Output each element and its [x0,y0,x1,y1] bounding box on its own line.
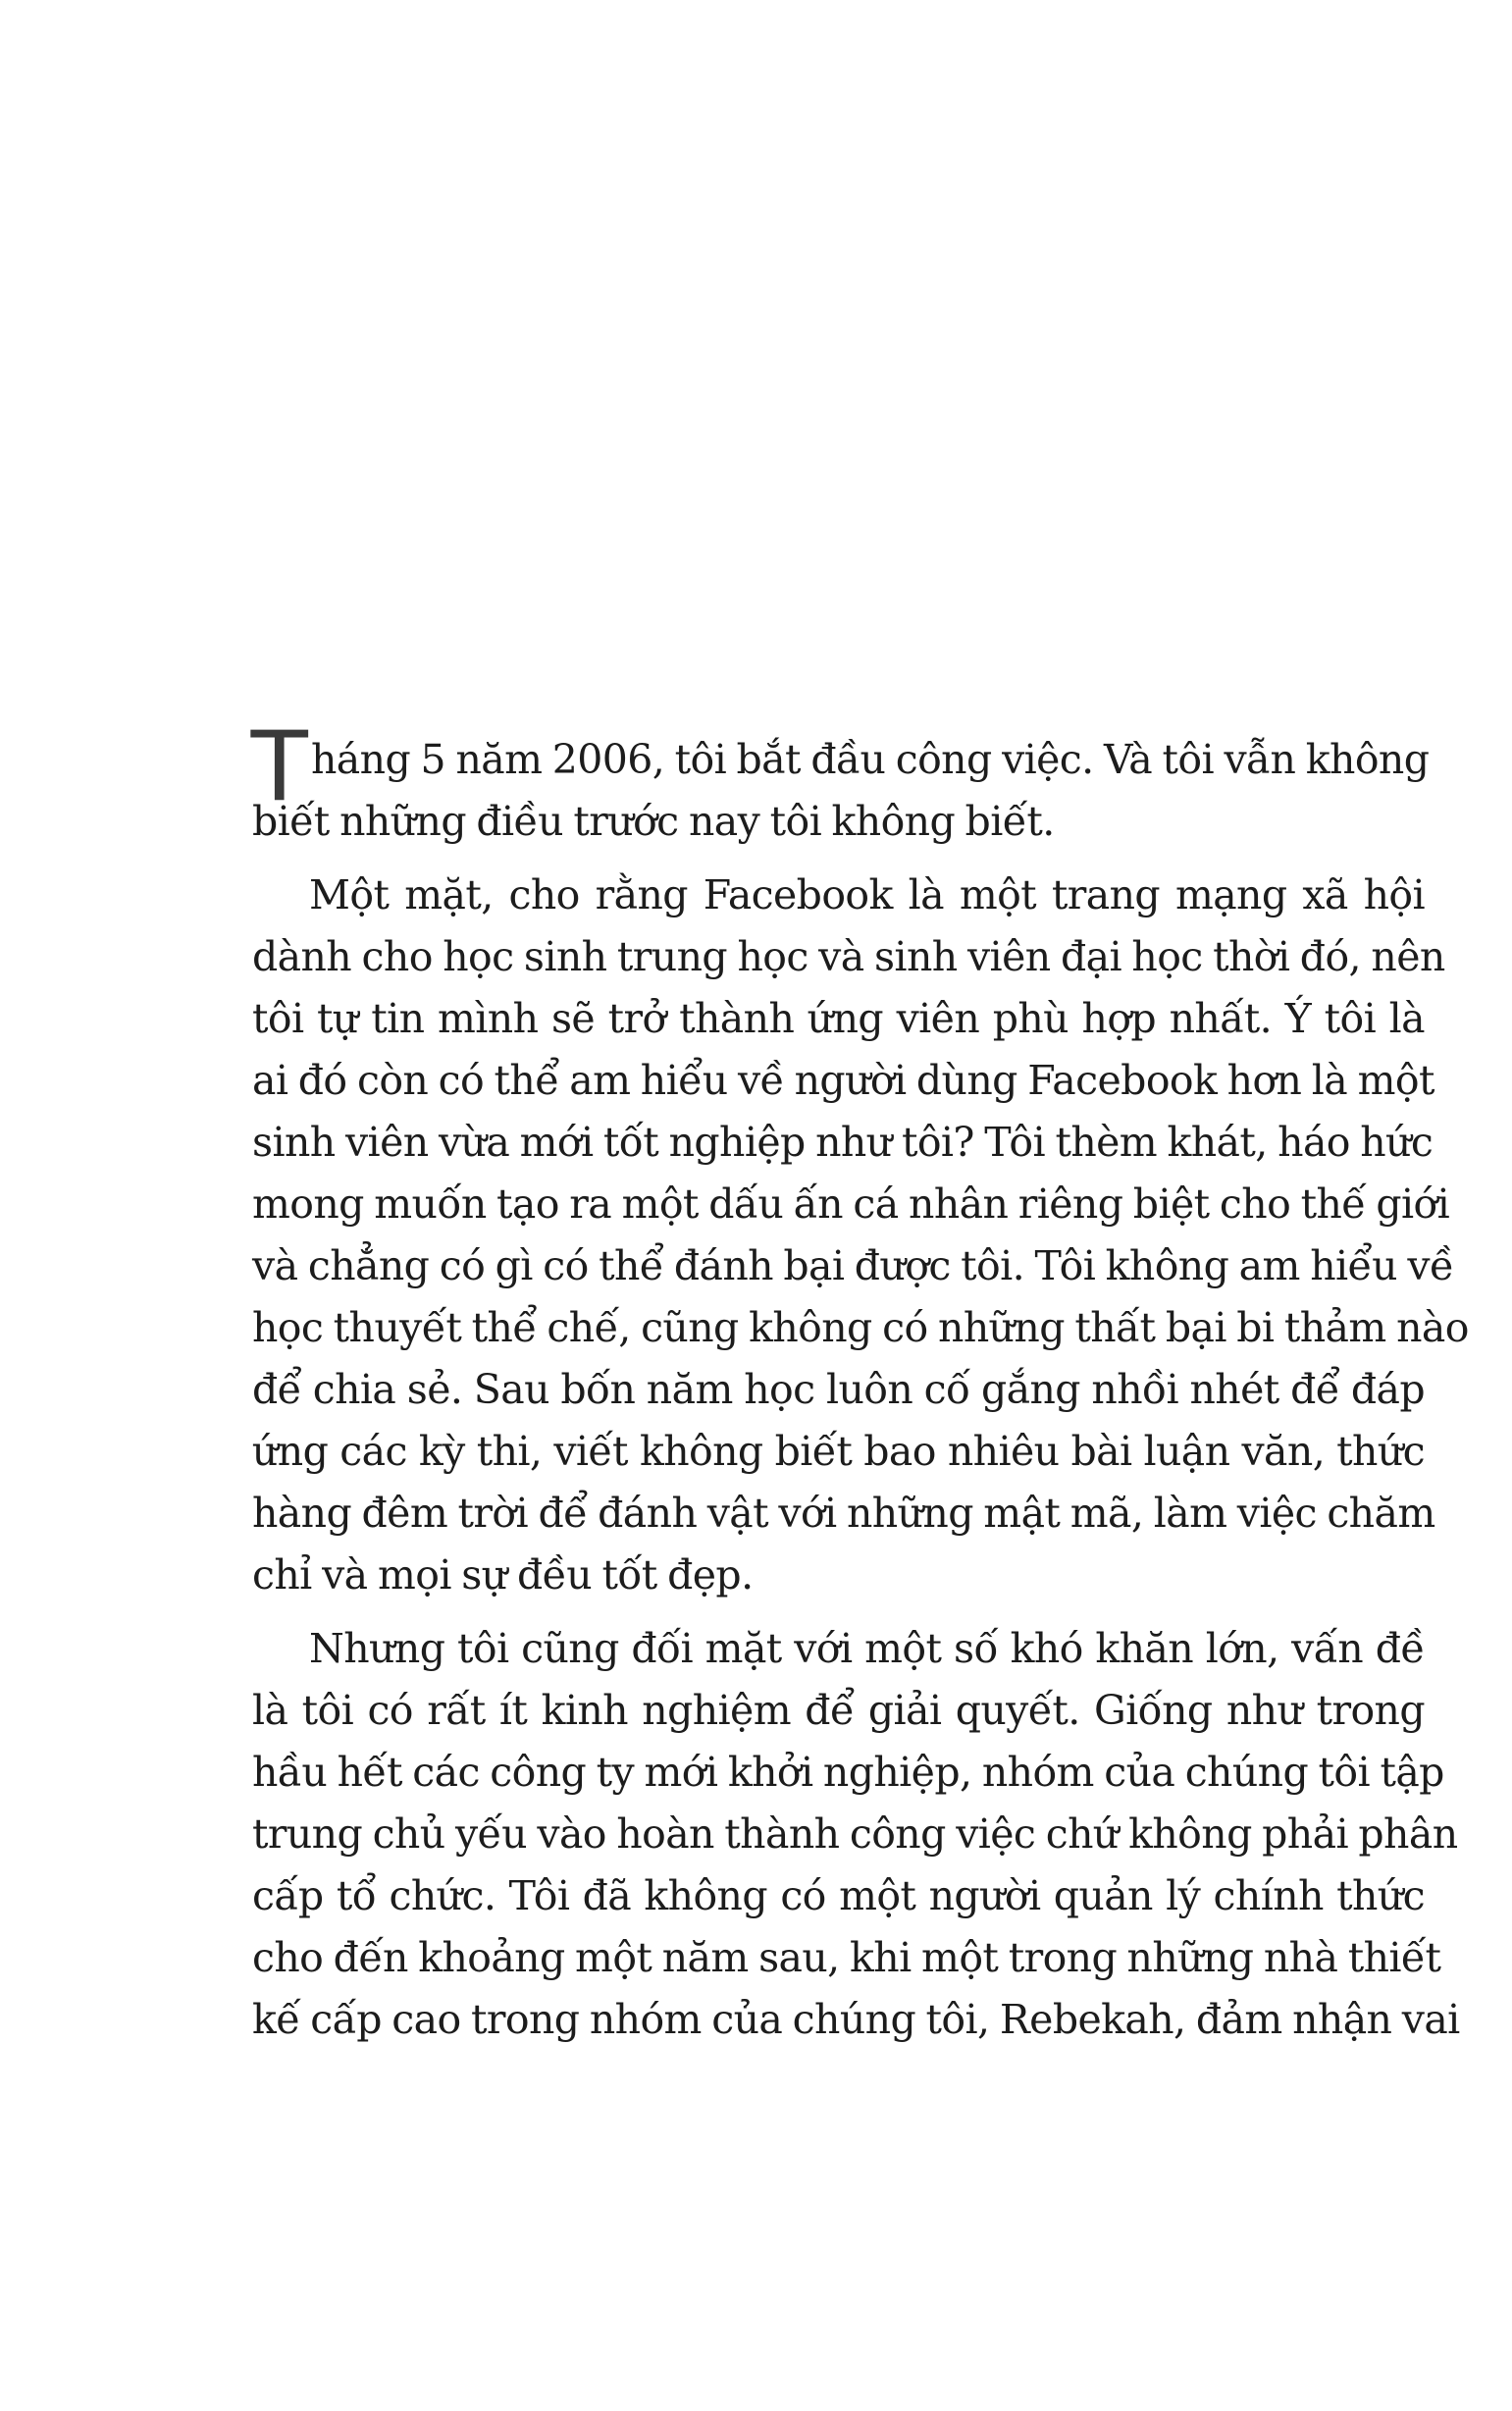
text-line: cho đến khoảng một năm sau, khi một trong những nhà thiết [252,1934,1441,1981]
text-line: chỉ và mọi sự đều tốt đẹp. [252,1551,754,1599]
paragraph-1 [248,708,1430,853]
body-text [248,708,1469,2063]
text-line: kế cấp cao trong nhóm của chúng tôi, Rebekah, đảm nhận vai [252,1996,1460,2043]
drop-cap: T [248,708,311,822]
text-line: và chẳng có gì có thể đánh bại được tôi. Tôi không am hiểu về [252,1242,1454,1289]
text-line: hầu hết các công ty mới khởi nghiệp, nhóm của chúng tôi tập [252,1749,1444,1796]
text-line: hàng đêm trời để đánh vật với những mật mã, làm việc chăm [252,1490,1435,1537]
text-line: ứng các kỳ thi, viết không biết bao nhiêu bài luận văn, thức [252,1428,1425,1475]
text-line: trung chủ yếu vào hoàn thành công việc chứ không phải phân [252,1810,1458,1858]
text-line: dành cho học sinh trung học và sinh viên đại học thời đó, nên [252,933,1445,980]
text-line: để chia sẻ. Sau bốn năm học luôn cố gắng nhồi nhét để đáp [252,1366,1425,1413]
text-line: học thuyết thể chế, cũng không có những thất bại bi thảm nào [252,1304,1469,1351]
text-line: biết những điều trước nay tôi không biết. [252,798,1055,845]
text-line: cấp tổ chức. Tôi đã không có một người quản lý chính thức [252,1872,1425,1919]
text-line: tôi tự tin mình sẽ trở thành ứng viên phù hợp nhất. Ý tôi là [252,995,1425,1042]
text-line: là tôi có rất ít kinh nghiệm để giải quyết. Giống như trong [252,1687,1425,1734]
text-line: ai đó còn có thể am hiểu về người dùng Facebook hơn là một [252,1057,1434,1104]
text-line: Nhưng tôi cũng đối mặt với một số khó khăn lớn, vấn đề [309,1625,1425,1672]
text-line: sinh viên vừa mới tốt nghiệp như tôi? Tôi thèm khát, háo hức [252,1119,1434,1166]
text-line: mong muốn tạo ra một dấu ấn cá nhân riêng biệt cho thế giới [252,1180,1450,1228]
paragraph-3 [252,1618,1460,2051]
first-line-text: háng 5 năm 2006, tôi bắt đầu công việc. Và tôi vẫn không [311,736,1430,783]
paragraph-2 [252,865,1469,1606]
text-line: Một mặt, cho rằng Facebook là một trang mạng xã hội [309,871,1425,918]
